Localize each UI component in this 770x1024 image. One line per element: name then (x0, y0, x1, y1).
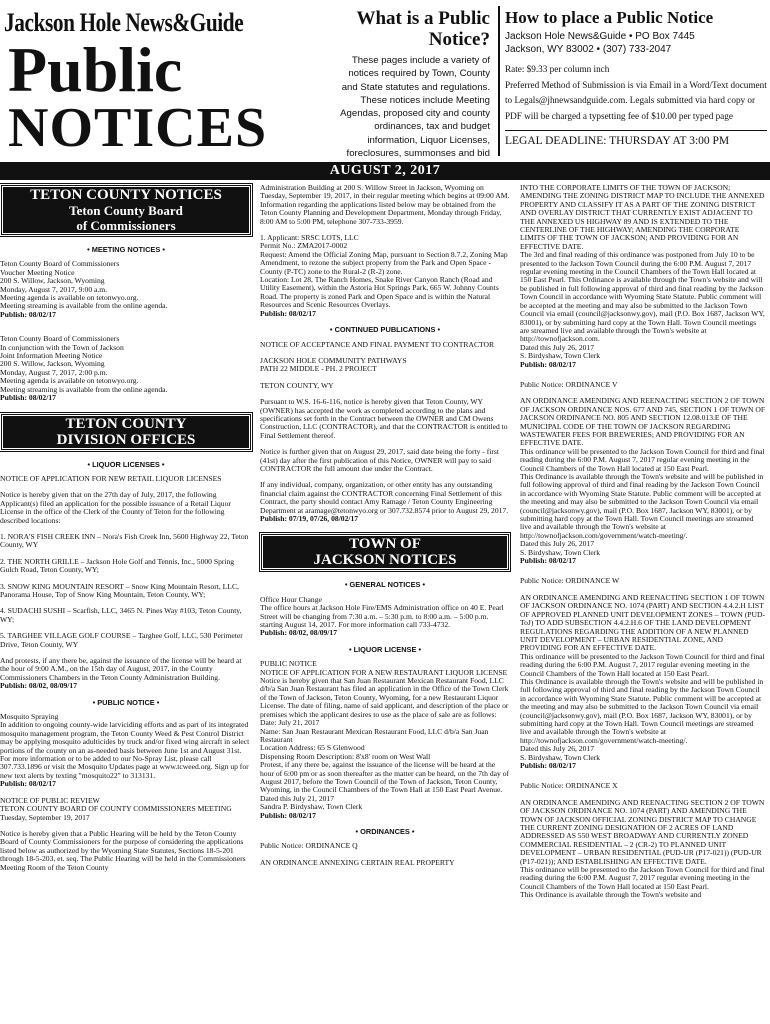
publish-date: Publish: 08/02, 08/09/17 (0, 681, 78, 691)
notice-text: AN ORDINANCE AMENDING AND REENACTING SECTION 2 OF TOWN OF JACKSON ORDINANCE NOS. 677 AND 745, SECTION 1 OF TOWN OF JACKSON ORDINANCE NO. 805 AND SECTION 12.08.013.E OF THE MUNICIPAL CODE OF THE TOWN OF JACKSON REGARDING WASTEWATER FEES FOR BREWERIES; AND PROVIDING FOR AN EFFECTIVE DATE. This ordinance will be presented to the Jackson Town Council for third and final reading during the 6:00 P.M. August 7, 2017 regular evening meeting in the Council Chambers of the Town Hall located at 150 East Pearl. This Ordinance is available through the Town's website and will be published in full following approval of third and final reading by the Jackson Town Council in accordance with Wyoming State Statute. Public comment will be accepted at the meeting and may also be submitted to the Jackson Town Council via email (council@jacksonwy.gov), mail (P.O. Box 1687, Jackson WY, 83001), or by submitting hard copy at the Town Hall. Town Council meetings are streamed live and available through the Town's website at http://townofjackson.com/government/watch-meeting/. Dated this July 26, 2017 S. Birdyshaw, Town Clerk (520, 396, 766, 557)
what-is-body: These pages include a variety of notices required by Town, County and State statutes and regulations. These notices include Meeting Agendas, proposed city and county ordinances, tax and budget information, Liquor Licenses, foreclosures, summonses and bid (340, 55, 490, 160)
publish-date: Publish: 08/02/17 (260, 810, 316, 820)
notice-text: Administration Building at 200 S. Willow Street in Jackson, Wyoming on Tuesday, September 19, 2017, in their regular meeting which begins at 09:00 AM. Information regarding the applications listed below may be obtained from the Teton County Planning and Development Department, Monday through Friday, 8:00 AM to 5:00 PM, telephone 307-733-3959. (260, 183, 510, 226)
notice-text: INTO THE CORPORATE LIMITS OF THE TOWN OF JACKSON; AMENDING THE ZONING DISTRICT MAP TO INCLUDE THE ANNEXED PROPERTY AND CLASSIFY IT AS A PART OF THE ZONING DISTRICT AND OVERLAY DISTRICT THAT CURRENTLY EXIST ADJACENT TO THE ANNEXED US HIGHWAY 89 AND IS EXTENDED TO THE CENTERLINE OF THE HIGHWAY; AMENDING THE CORPORATE LIMITS OF THE TOWN OF JACKSON; AND PROVIDING FOR AN EFFECTIVE DATE. The 3rd and final reading of this ordinance was postponed from July 10 to be presented to the Jackson Town Council during the 6:00 P.M. August 7, 2017 regular evening meeting in the Council Chambers of the Town Hall located at 150 East Pearl. This Ordinance is available through the Town's website and will be published in full following approval of third and final reading by the Jackson Town Council in accordance with Wyoming State Statute. Public comment will be accepted at the meeting and may also be submitted to the Jackson Town Council via email (council@jacksonwy.gov), mail (P.O. Box 1687, Jackson WY, 83001), or by submitting hard copy at the Town Hall. Town Council meetings are streamed live and available through the Town's website at http://townofjackson.com. Dated this July 26, 2017 S. Birdyshaw, Town Clerk (520, 183, 765, 361)
section-title: DIVISION OFFICES (56, 431, 196, 448)
notice-text: If any individual, company, organization, or other entity has any outstanding financial claim against the CONTRACTOR concerning Final Settlement of this Contract, the party should contact Amy Ramage / Teton County Engineering Department at aramage@tetonwyo.org or 307.732.8574 prior to August 29, 2017. (260, 480, 509, 515)
subsection-heading: • MEETING NOTICES • (87, 245, 165, 254)
subsection-heading: • GENERAL NOTICES • (344, 580, 426, 590)
publish-date: Publish: 08/02, 08/09/17 (260, 628, 338, 638)
section-title: JACKSON NOTICES (313, 552, 457, 569)
section-title: TETON COUNTY NOTICES (30, 187, 222, 203)
notice-text: Teton County Board of Commissioners In conjunction with the Town of Jackson Joint Information Meeting Notice 200 S. Willow, Jackson, Wyoming Monday, August 7, 2017, 2:00 p.m. Meeting agenda is available on tetonwyo.org. Meeting streaming is available from the online agenda. (0, 334, 168, 394)
notice-text: Office Hour Change The office hours at Jackson Hole Fire/EMS Administration office on 40 E. Pearl Street will be changing from 7:30 a.m. – 5:30 p.m. to 8:00 a.m. – 5:00 p.m. starting August 14, 2017. For more information call 733-4732. (260, 594, 504, 630)
publish-date: Publish: 08/02/17 (0, 309, 56, 319)
page-title-public: Public (8, 34, 183, 105)
notice-text: Public Notice: ORDINANCE Q (260, 841, 358, 851)
address-line-2: Jackson, WY 83002 • (307) 733-2047 (505, 44, 672, 55)
legal-deadline: LEGAL DEADLINE: THURSDAY AT 3:00 PM (505, 130, 767, 147)
page-title-notices: NOTICES (8, 97, 268, 159)
subsection-heading: • LIQUOR LICENSES • (87, 459, 165, 469)
list-item: 1. NORA'S FISH CREEK INN – Nora's Fish Creek Inn, 5600 Highway 22, Teton County, WY (0, 531, 249, 550)
notice-text: JACKSON HOLE COMMUNITY PATHWAYS PATH 22 MIDDLE - PH. 2 PROJECT (260, 355, 407, 374)
notice-text: Notice is hereby given that on the 27th day of July, 2017, the following Applicant(s) filed an application for the possible issuance of a Retail Liquor License in the office of the Clerk of the County of Teton for the following described locations: (0, 490, 231, 525)
notice-text: Mosquito Spraying In addition to ongoing county-wide larviciding efforts and as part of its integrated mosquito management program, the Teton County Weed & Pest Control District may be applying mosquito adulticides by truck and/or fixed wing aircraft in select portions of the county on an as-needed basis between June 1st and August 31st. For more information or to be added to our No-Spray List, please call 307.733.1896 or visit the Mosquito Updates page at www.tcweed.org. Sign up for new text alerts by texting "mosquito22" to 313131. (0, 712, 250, 780)
ordinance-title: Public Notice: ORDINANCE V (520, 379, 618, 389)
notice-text: NOTICE OF PUBLIC REVIEW TETON COUNTY BOARD OF COUNTY COMMISSIONERS MEETING Tuesday, September 19, 2017 (0, 795, 232, 822)
subsection-heading: • CONTINUED PUBLICATIONS • (329, 325, 441, 335)
publish-date: Publish: 08/02/17 (520, 761, 576, 770)
how-to-box (505, 8, 767, 147)
notice-text: AN ORDINANCE AMENDING AND REENACTING SECTION 1 OF TOWN OF JACKSON ORDINANCE NO. 1074 (PART) AND SECTION 4.4.2.H LIST OF APPROVED PLANNED UNIT DEVELOPMENT ZONES – TOWN (PUD-ToJ) TO ADD SUBSECTION 4.4.2.H.6 OF THE LAND DEVELOPMENT REGULATIONS REGARDING THE ADDITION OF A NEW PLANNED UNIT DEVELOPMENT – URBAN RESIDENTIAL ZONE, AND PROVIDING FOR AN EFFECTIVE DATE. This ordinance will be presented to the Jackson Town Council for third and final reading during the 6:00 P.M. August 7, 2017 regular evening meeting in the Council Chambers of the Town Hall located at 150 East Pearl. This Ordinance is available through the Town's website and will be published in full following approval of third and final reading by the Jackson Town Council in accordance with Wyoming State Statute. Public comment will be accepted at the meeting and may also be submitted to the Jackson Town Council via email (council@jacksonwy.gov), mail (P.O. Box 1687, Jackson WY, 83001), or by submitting hard copy at the Town Hall. Town Council meetings are streamed live and available through the Town's website at http://townofjackson.com/government/watch-meeting/. Dated this July 26, 2017 S. Birdyshaw, Town Clerk (520, 592, 765, 762)
section-subtitle: Teton County Board (69, 203, 183, 218)
publish-date: Publish: 07/19, 07/26, 08/02/17 (260, 514, 359, 523)
what-is-box (340, 8, 490, 174)
publish-date: Publish: 08/02/17 (0, 393, 56, 403)
list-item: 4. SUDACHI SUSHI – Scarfish, LLC, 3465 N. Pines Way #103, Teton County, WY; (0, 606, 242, 624)
subsection-heading: • ORDINANCES • (355, 826, 415, 836)
notice-text: NOTICE OF APPLICATION FOR NEW RETAIL LIQUOR LICENSES (0, 473, 222, 483)
notice-text: And protests, if any there be, against the issuance of the license will be heard at the hour of 9:00 A.M., on the 15th day of August, 2017, in the County Commissioners Chambers in the Teton County Administration Building. (0, 656, 242, 682)
what-is-heading: What is a Public Notice? (356, 8, 490, 50)
how-to-heading: How to place a Public Notice (505, 8, 714, 27)
rate-text: Rate: $9.33 per column inch (505, 64, 610, 74)
section-header-teton-county (0, 184, 252, 236)
column-2 (260, 184, 510, 875)
list-item: 3. SNOW KING MOUNTAIN RESORT – Snow King Mountain Resort, LLC, Panorama House, Top of Snow King Mountain, Teton County, WY; (0, 581, 239, 599)
notice-text: Notice is further given that on August 29, 2017, said date being the forty - first (41st) day after the first publication of this Notice, OWNER will pay to said CONTRACTOR the full amount due under the Contract. (260, 447, 499, 473)
masthead (0, 0, 770, 160)
section-header-town-of-jackson (260, 533, 510, 571)
notice-text: TETON COUNTY, WY (260, 380, 334, 390)
submission-text: Preferred Method of Submission is via Email in a Word/Text document to Legals@jhnewsandguide.com. Legals submitted via hard copy or PDF will be charged a typsetting fee of $10.00 per typed page (505, 79, 767, 121)
list-item: 2. THE NORTH GRILLE – Jackson Hole Golf and Tennis, Inc., 5000 Spring Gulch Road, Teton County, WY; (0, 556, 235, 575)
subsection-heading: • PUBLIC NOTICE • (92, 697, 160, 707)
section-subtitle: of Commissioners (76, 218, 176, 233)
ordinance-title: Public Notice: ORDINANCE X (520, 781, 618, 791)
ordinance-title: Public Notice: ORDINANCE W (520, 576, 620, 586)
subsection-heading: • LIQUOR LICENSE • (348, 644, 422, 654)
notice-text: AN ORDINANCE ANNEXING CERTAIN REAL PROPERTY (260, 857, 455, 867)
issue-date: AUGUST 2, 2017 (0, 162, 770, 180)
notice-text: Notice is hereby given that a Public Hearing will be held by the Teton County Board of County Commissioners for the purpose of considering the applications listed below as authorized by the Wyoming State Statutes, Sections 18-5-201 through 18-5-203, et. seq. The Public Hearing will be held in the Commissioners Meeting Room of the Teton County (0, 828, 246, 872)
section-header-division-offices (0, 413, 252, 451)
notice-text: NOTICE OF ACCEPTANCE AND FINAL PAYMENT TO CONTRACTOR (260, 339, 495, 349)
list-item: 5. TARGHEE VILLAGE GOLF COURSE – Targhee Golf, LLC, 530 Perimeter Drive, Teton County, WY (0, 631, 243, 649)
section-title: TETON COUNTY (65, 415, 187, 432)
publish-date: Publish: 08/02/17 (260, 308, 316, 318)
brand-logo: Jackson Hole News&Guide (4, 8, 244, 37)
notice-text: AN ORDINANCE AMENDING AND REENACTING SECTION 2 OF TOWN OF JACKSON ORDINANCE NO. 1074 (PART) AND AMENDING THE TOWN OF JACKSON OFFICIAL ZONING DISTRICT MAP TO CHANGE THE CURRENT ZONING DESIGNATION OF 2 ACRES OF LAND ADDRESSED AS 550 WEST BROADWAY AND CURRENTLY ZONED COMMERCIAL RESIDENTIAL – 2 (CR-2) TO PLANNED UNIT DEVELOPMENT – URBAN RESIDENTIAL (PUD-UR (P17-021)) (PUD-UR (P17-021)); AND ESTABLISHING AN EFFECTIVE DATE. This ordinance will be presented to the Jackson Town Council for third and final reading during the 6:00 P.M. August 7, 2017 regular evening meeting in the Council Chambers of the Town Hall located at 150 East Pearl. This Ordinance is available through the Town's website and (520, 797, 765, 900)
notice-text: 1. Applicant: SRSC LOTS, LLC Permit No.: ZMA2017-0002 Request: Amend the Official Zoning Map, pursuant to Section 8.7.2, Zoning Map Amendment, to rezone the subject property from the Park and Open Space - County (P-TC) zone to the Rural-2 (R-2) zone. Location: Lot 28, The Ranch Homes, Snake River Canyon Ranch (Road and Utility Easement), within the Astoria Hot Springs Park, 665 W. Johnny Counts Road. The property is zoned Park and Open Space and is within the Natural Resources and Scenic Resources Overlays. (260, 233, 508, 310)
publish-date: Publish: 08/02/17 (0, 779, 56, 789)
address-line-1: Jackson Hole News&Guide • PO Box 7445 (505, 31, 695, 42)
notice-text: Teton County Board of Commissioners Voucher Meeting Notice 200 S. Willow, Jackson, Wyoming Monday, August 7, 2017, 9:00 a.m. Meeting agenda is available on tetonwyo.org. Meeting streaming is available from the online agenda. (0, 259, 168, 311)
publish-date: Publish: 08/02/17 (520, 359, 576, 369)
publish-date: Publish: 08/02/17 (520, 556, 576, 566)
column-3 (520, 184, 766, 908)
notice-text: Pursuant to W.S. 16-6-116, notice is hereby given that Teton County, WY (OWNER) has accepted the work as completed according to the plans and specifications set forth in the Contract between the OWNER and CM Owens Construction, LLC (CONTRACTOR), and that the CONTRACTOR is entitled to Final Settlement thereof. (260, 397, 508, 440)
section-title: TOWN OF (349, 536, 421, 553)
column-1 (0, 184, 252, 880)
masthead-divider (498, 6, 500, 156)
notice-text: PUBLIC NOTICE NOTICE OF APPLICATION FOR A NEW RESTAURANT LIQUOR LICENSE Notice is hereby given that San Juan Restaurant Mexican Restaurant Food, LLC d/b/a San Juan Restaurant has filed an application in the Office of the Town Clerk of the Town of Jackson, Teton County, Wyoming, for a new Restaurant Liquor License. The date of filing, name of said applicant, and description of the place or premises which the applicant desires to use as the place of sale are as follows: Date: July 21, 2017 Name: San Juan Restaurant Mexican Restaurant Food, LLC d/b/a San Juan Restaurant Location Address: 65 S Glenwood Dispensing Room Description: 8'x8' room on West Wall Protest, if any there be, against the issuance of the license will be heard at the hour of 6:00 pm or as soon thereafter as the matter can be heard, on the 7th day of August 2017, before the Town Council of the Town of Jackson, Teton County, Wyoming, in the Council Chambers of the Town Hall at 150 East Pearl Avenue. Dated this July 21, 2017 Sandra P. Birdyshaw, Town Clerk (260, 659, 510, 812)
